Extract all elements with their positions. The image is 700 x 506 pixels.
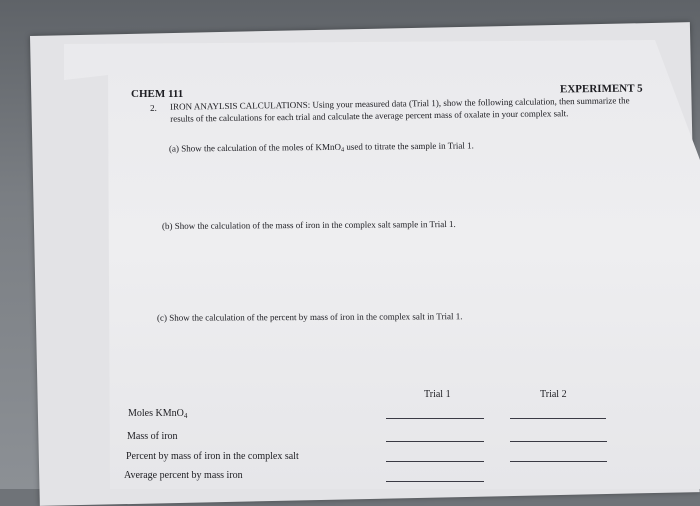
part-a-subscript: 4 bbox=[340, 146, 345, 154]
row-label-average-percent: Average percent by mass iron bbox=[124, 470, 243, 481]
row-1-subscript: 4 bbox=[183, 411, 188, 420]
row-label-mass-of-iron: Mass of iron bbox=[127, 431, 178, 442]
trial-2-header: Trial 2 bbox=[540, 389, 567, 400]
question-number: 2. bbox=[150, 102, 157, 113]
answer-line-mass-trial-2[interactable] bbox=[510, 441, 607, 442]
answer-line-moles-trial-1[interactable] bbox=[386, 418, 484, 419]
answer-line-average[interactable] bbox=[386, 481, 484, 482]
question-text: IRON ANAYLSIS CALCULATIONS: Using your measured data (Trial 1), show the following calculation, then summarize the results of the calculations for each trial and calculate the average percent mass of oxalate in your complex salt. bbox=[170, 95, 630, 124]
part-a-prompt bbox=[169, 141, 474, 155]
question-2 bbox=[150, 94, 640, 125]
answer-line-mass-trial-1[interactable] bbox=[386, 441, 484, 442]
course-code: CHEM 111 bbox=[131, 88, 184, 100]
experiment-title: EXPERIMENT 5 bbox=[559, 82, 643, 96]
row-label-percent-mass-iron: Percent by mass of iron in the complex salt bbox=[126, 451, 299, 462]
row-label-moles-kmno4 bbox=[128, 409, 187, 420]
part-a-text-start: (a) Show the calculation of the moles of KMnO bbox=[168, 141, 342, 154]
answer-line-percent-trial-2[interactable] bbox=[510, 461, 607, 462]
row-1-text: Moles KMnO bbox=[128, 408, 184, 419]
trial-1-header: Trial 1 bbox=[424, 389, 451, 400]
part-b-prompt: (b) Show the calculation of the mass of iron in the complex salt sample in Trial 1. bbox=[161, 218, 456, 232]
part-a-text-end: used to titrate the sample in Trial 1. bbox=[344, 140, 474, 152]
answer-line-moles-trial-2[interactable] bbox=[510, 418, 606, 419]
answer-line-percent-trial-1[interactable] bbox=[386, 461, 484, 462]
part-c-prompt: (c) Show the calculation of the percent by mass of iron in the complex salt in Trial 1. bbox=[156, 311, 463, 323]
